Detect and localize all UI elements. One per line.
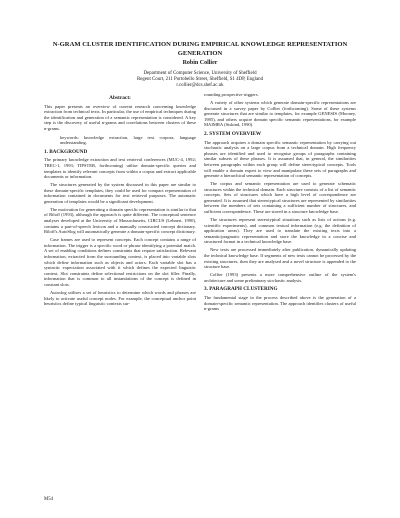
paragraph: The corpus and semantic representation are used to generate schematic structures within the technical domain. Each structure consists of a list of semantic concepts. Sets of structures which have a high level of correspondence are generated. It is assumed that stereotypical structures are represented by similarities between the members of sets containing a sufficient number of structures, and sufficient correspondence. These are stored in a structure knowledge base. <box>204 181 356 215</box>
author-name: Robin Collier <box>182 60 218 66</box>
section-heading-background: 1. BACKGROUND <box>44 148 88 155</box>
left-column <box>44 96 196 309</box>
right-column <box>204 92 356 314</box>
affiliation-dept: Department of Computer Science, University of Sheffield <box>143 71 257 76</box>
keywords: keywords: knowledge extraction, large text corpora, language understanding. <box>60 134 196 146</box>
paper-title: N-GRAM CLUSTER IDENTIFICATION DURING EMPIRICAL KNOWLEDGE REPRESENTATION GENERATION <box>52 41 348 57</box>
page-number: M54 <box>44 497 54 502</box>
author-affiliation <box>40 71 360 90</box>
section-heading-system: 2. SYSTEM OVERVIEW <box>204 130 262 137</box>
paragraph: The fundamental stage in the process described above is the generation of a domain-specific semantic representation. The approach identifies clusters of useful n-grams <box>204 294 356 312</box>
paragraph: Collier (1993) presents a more comprehensive outline of the system's architecture and some preliminary stochastic analysis. <box>204 272 356 283</box>
paragraph: rounding prospective triggers. <box>204 92 259 97</box>
paragraph: The primary knowledge extraction and text retrieval conferences (MUC-4, 1992; TREC-1, 1993; TIPSTER, forthcoming) utilise domain-specific queries and templates to identify relevant concepts from within a corpus and extract applicable documents or information. <box>44 157 196 180</box>
paragraph: A variety of other systems which generate domain-specific representations are discussed in a survey paper by Collier (forthcoming). Some of these systems generate structures that are similar to templates, for example GENESIS (Mooney, 1985), and others acquire domain specific semantic representations, for example MAIMRA (Siskind, 1990). <box>204 99 356 128</box>
affiliation-email: r.collier@dcs.shef.ac.uk <box>176 83 224 89</box>
paragraph: The motivation for generating a domain specific representation is similar to that of Riloff (1993), although the approach is quite different. The conceptual sentence analyser developed at the University of Massachusetts, CIRCUS (Lehnert, 1990), contains a part-of-speech lexicon and a manually constructed concept dictionary. Riloff's AutoSlog will automatically generate a domain-specific concept dictionary. <box>44 206 196 235</box>
affiliation-address: Regent Court, 211 Portobello Street, Sheffield, S1 4DP, England <box>136 77 264 83</box>
paragraph: The approach acquires a domain specific semantic representation by carrying out stochastic analysis on a large corpus from a technical domain. High frequency phrases are identified and used to recognise groups of paragraphs containing similar subsets of these phrases. It is assumed that, in general, the similarities between paragraphs within each group will define stereotypical concepts. Tools will enable a domain expert to view and manipulate these sets of paragraphs and generate a hierarchical semantic representation of concepts. <box>204 139 356 179</box>
abstract-text: This paper presents an overview of current research concerning knowledge extraction from technical texts. In particular, the use of empirical techniques during the identification and generation of a semantic representation is considered. A key step is the discovery of useful n-grams and correlations between clusters of these n-grams. <box>44 103 196 131</box>
paragraph: Autoslog utilises a set of heuristics to determine which words and phrases are likely to activate useful concept nodes. For example, the conceptual anchor point heuristics define typical linguistic contexts sur- <box>44 289 196 307</box>
abstract-heading: Abstract: <box>109 95 131 101</box>
section-heading-clustering: 3. PARAGRAPH CLUSTERING <box>204 286 278 293</box>
paragraph: Case frames are used to represent concepts. Each concept contains a range of information. The trigger is a specific word or phrase identifying a potential match. A set of enabling conditions defines constraints that require satisfaction. Relevant information, extracted from the surrounding context, is placed into variable slots which define information such as objects and actors. Each variable slot has a syntactic expectation associated with it which defines the expected linguistic context. Slot constraints define selectional restrictions on the slot filler. Finally, information that is common to all instantiations of the concept is defined in constant slots. <box>44 237 196 287</box>
paragraph: The structures generated by the system discussed in this paper are similar to these domain-specific templates, they could be used for compact representation of information contained in documents for text retrieval purposes. The automatic generation of templates would be a significant development. <box>44 182 196 204</box>
paragraph: New texts are processed immediately after publication, dynamically updating the technical knowledge base. If segments of new texts cannot be processed by the existing structures, then they are analysed and a novel structure is appended to the structure base. <box>204 247 356 270</box>
paragraph: The structures represent stereotypical situations such as lists of actions (e.g. scientific experiments), and common textual information (e.g. the definition of application areas). They are used to translate the existing texts into a semantic/pragmatic representation and store the knowledge in a concise and structured format in a technical knowledge base. <box>204 217 356 245</box>
